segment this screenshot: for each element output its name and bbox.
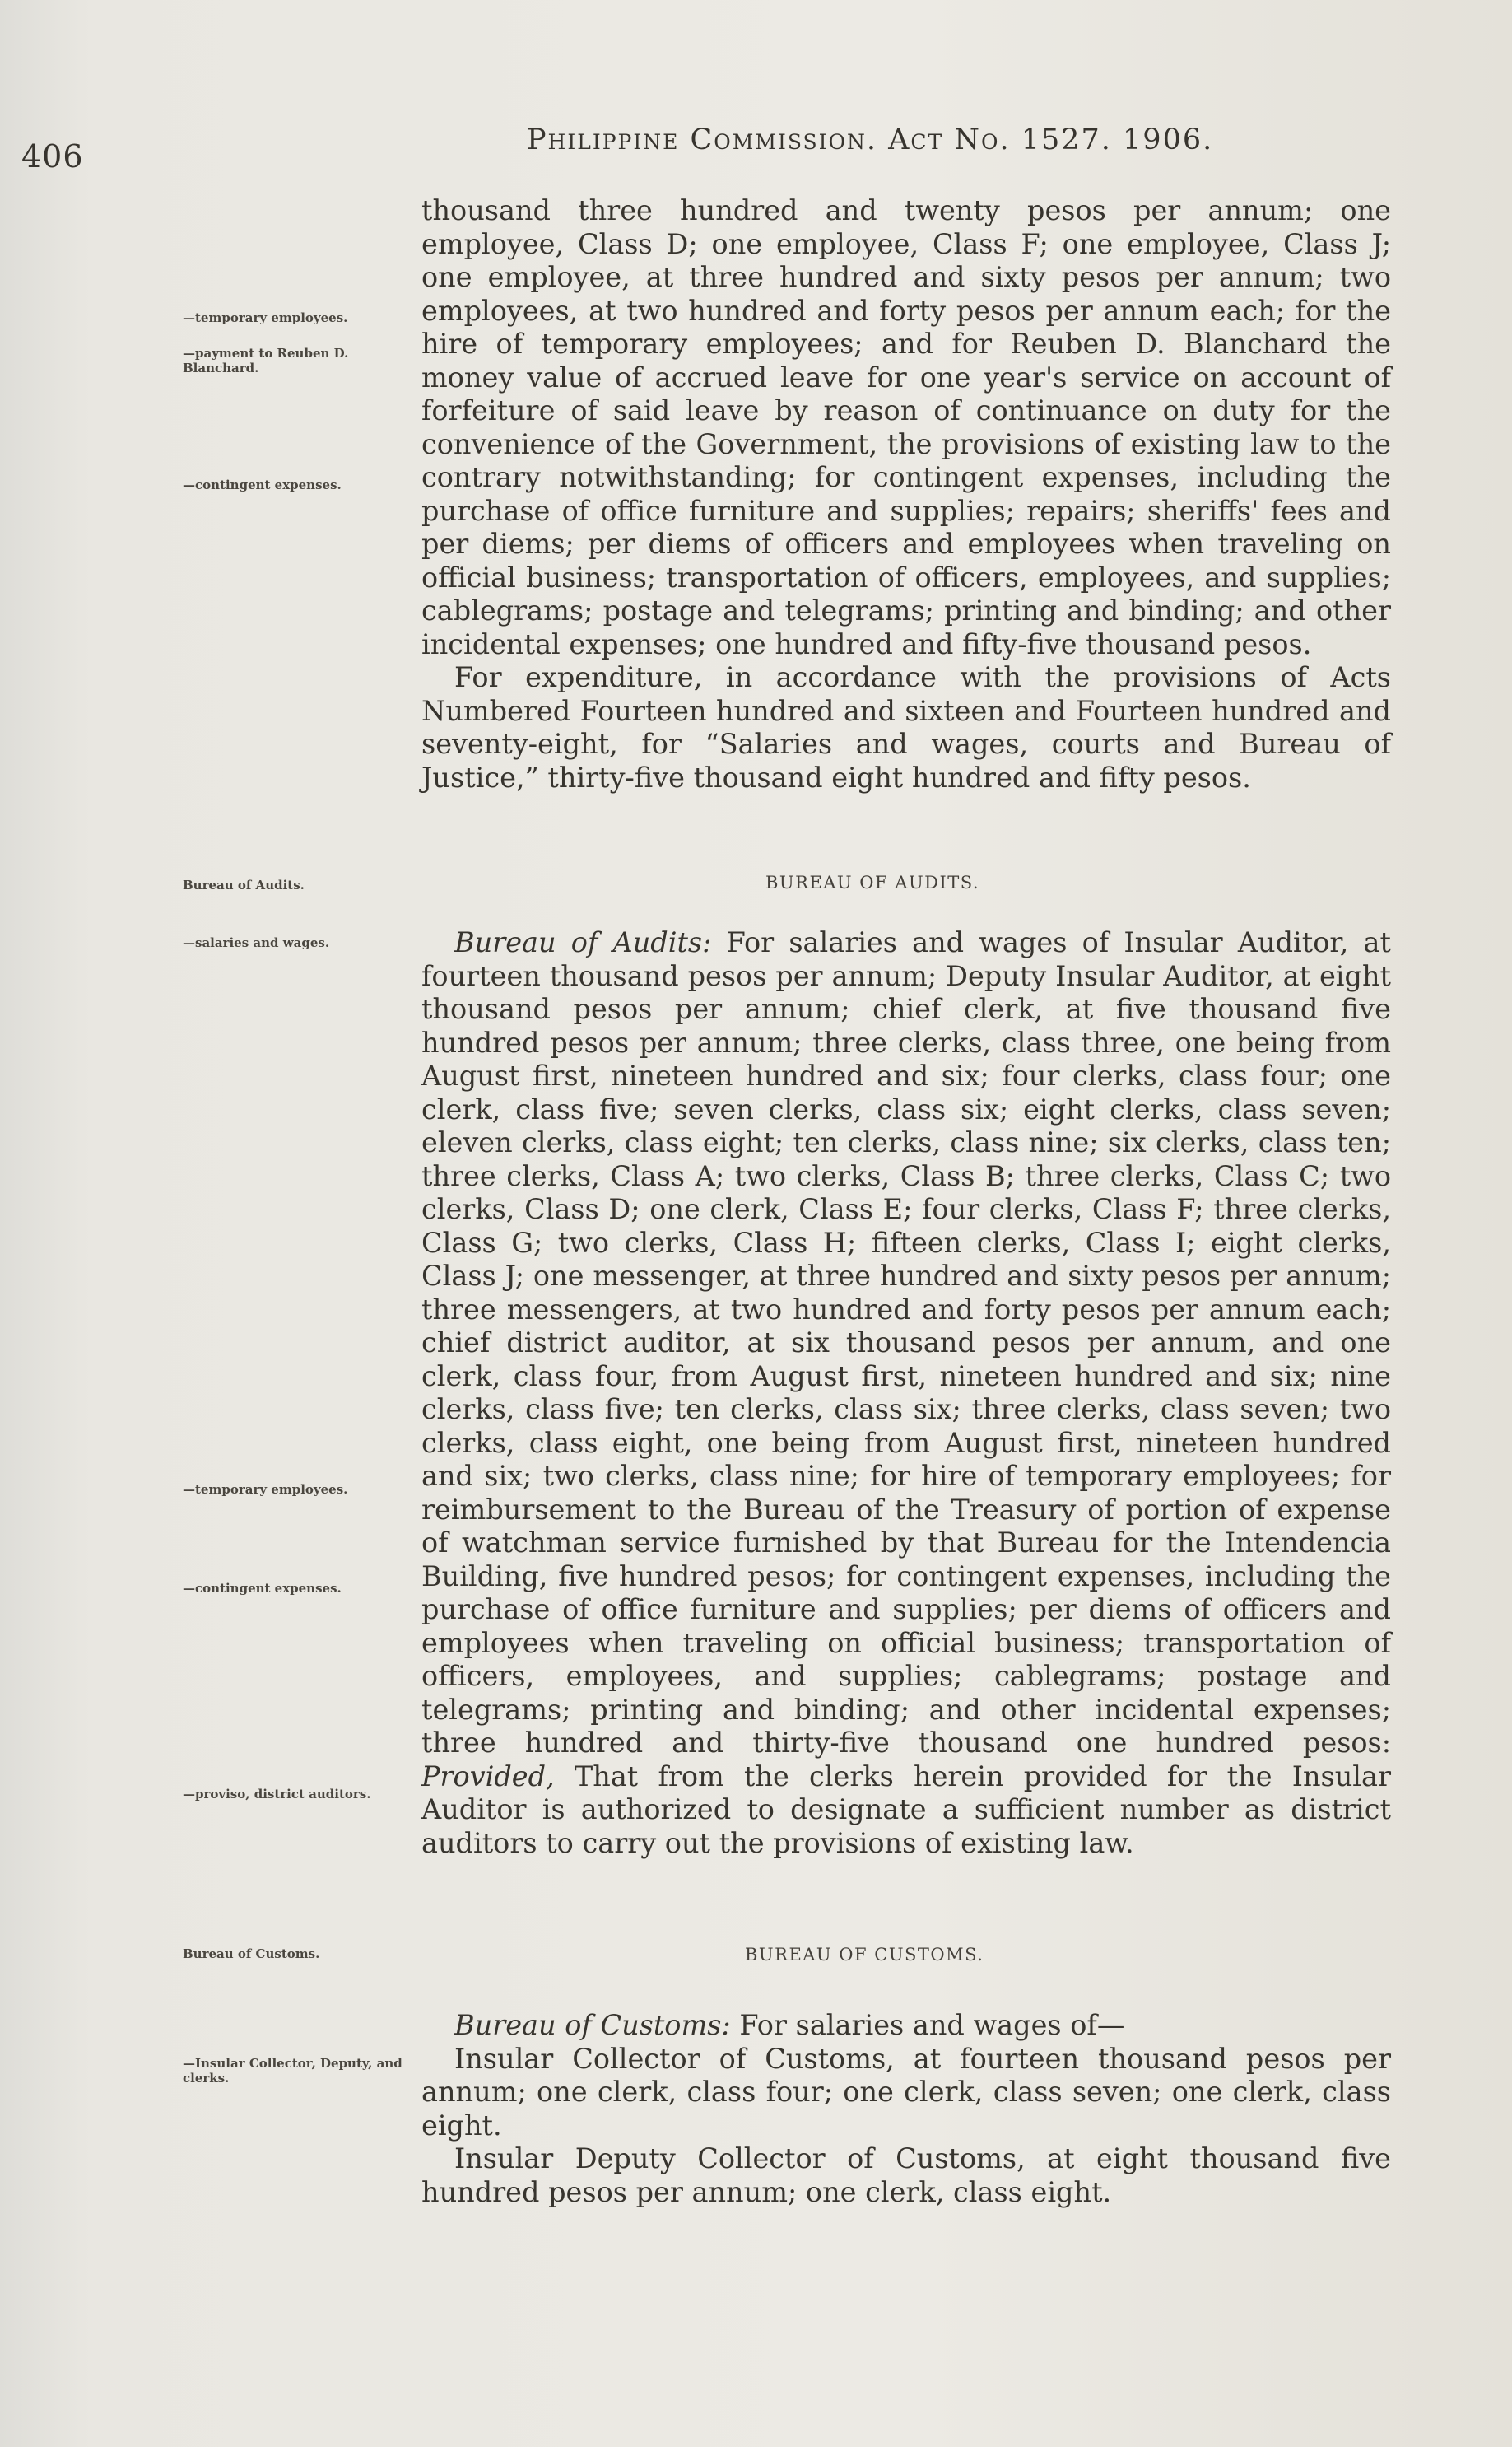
paragraph: Insular Deputy Collector of Customs, at eight thousand five hundred pesos per annum; one clerk, class eight. — [421, 2142, 1391, 2208]
section-heading-customs: BUREAU OF CUSTOMS. — [745, 1945, 984, 1965]
customs-lead: Bureau of Customs: — [454, 2009, 731, 2041]
margin-note-payment-blanchard: —payment to Reuben D. Blanchard. — [183, 346, 349, 375]
page-number: 406 — [21, 138, 84, 175]
provided-word: Provided, — [421, 1760, 555, 1792]
body-block-audits — [421, 926, 1391, 1860]
margin-note-temporary-employees: —temporary employees. — [183, 310, 348, 325]
paragraph: For expenditure, in accordance with the provisions of Acts Numbered Fourteen hundred and sixteen and Fourteen hundred and seventy-eight, for “Salaries and wages, courts and Bureau of Justice,” thirty-five thousand eight hundred and fifty pesos. — [421, 661, 1391, 794]
audits-body: For salaries and wages of Insular Auditor, at fourteen thousand pesos per annum; Deputy Insular Auditor, at eight thousand pesos per annum; chief clerk, at five thousand five hundred pesos per annum; three clerks, class three, one being from August first, nineteen hundred and six; four clerks, class four; one clerk, class five; seven clerks, class six; eight clerks, class seven; eleven clerks, class eight; ten clerks, class nine; six clerks, class ten; three clerks, Class A; two clerks, Class B; three clerks, Class C; two clerks, Class D; one clerk, Class E; four clerks, Class F; three clerks, Class G; two clerks, Class H; fifteen clerks, Class I; eight clerks, Class J; one messenger, at three hundred and sixty pesos per annum; three messengers, at two hundred and forty pesos per annum each; chief district auditor, at six thousand pesos per annum, and one clerk, class four, from August first, nineteen hundred and six; nine clerks, class five; ten clerks, class six; three clerks, class seven; two clerks, class eight, one being from August first, nineteen hundred and six; two clerks, class nine; for hire of temporary employees; for reimbursement to the Bureau of the Treasury of portion of expense of watchman service furnished by that Bureau for the Intendencia Building, five hundred pesos; for contingent expenses, including the purchase of office furniture and supplies; per diems of officers and employees when traveling on official business; transportation of officers, employees, and supplies; cablegrams; postage and telegrams; printing and binding; and other incidental expenses; three hundred and thirty-five thousand one hundred pesos: — [421, 926, 1391, 1759]
paragraph: thousand three hundred and twenty pesos per annum; one employee, Class D; one employee, Class F; one employee, Class J; one employee, at three hundred and sixty pesos per annum; two employees, at two hundred and forty pesos per annum each; for the hire of temporary employees; and for Reuben D. Blanchard the money value of accrued leave for one year's service on account of forfeiture of said leave by reason of continuance on duty for the convenience of the Government, the provisions of existing law to the contrary notwithstanding; for contingent expenses, including the purchase of office furniture and supplies; repairs; sheriffs' fees and per diems; per diems of officers and employees when traveling on official business; transportation of officers, employees, and supplies; cablegrams; postage and telegrams; printing and binding; and other incidental expenses; one hundred and fifty-five thousand pesos. — [421, 194, 1391, 660]
paragraph-customs-intro — [421, 2009, 1391, 2043]
margin-note-bureau-of-audits: Bureau of Audits. — [183, 878, 305, 893]
audits-tail: That from the clerks herein provided for the Insular Auditor is authorized to designate a sufficient number as district auditors to carry out the provisions of existing law. — [421, 1760, 1391, 1859]
margin-note-proviso-district-auditors: —proviso, district auditors. — [183, 1787, 371, 1801]
section-heading-audits: BUREAU OF AUDITS. — [765, 873, 980, 893]
margin-note-temporary-employees-2: —temporary employees. — [183, 1482, 348, 1497]
paragraph-audits — [421, 926, 1391, 1860]
paragraph: Insular Collector of Customs, at fourteen thousand pesos per annum; one clerk, class four; one clerk, class seven; one clerk, class eight. — [421, 2042, 1391, 2142]
running-head: Philippine Commission. Act No. 1527. 1906. — [527, 124, 1214, 156]
margin-note-salaries-and-wages: —salaries and wages. — [183, 935, 330, 950]
customs-intro: For salaries and wages of— — [730, 2009, 1125, 2041]
margin-note-contingent-expenses-2: —contingent expenses. — [183, 1581, 342, 1596]
body-block-top — [421, 194, 1391, 795]
body-block-customs — [421, 2009, 1391, 2209]
audits-lead: Bureau of Audits: — [454, 926, 712, 958]
margin-note-insular-collector: —Insular Collector, Deputy, and clerks. — [183, 2056, 402, 2086]
margin-note-contingent-expenses: —contingent expenses. — [183, 478, 342, 492]
margin-note-bureau-of-customs: Bureau of Customs. — [183, 1946, 320, 1961]
